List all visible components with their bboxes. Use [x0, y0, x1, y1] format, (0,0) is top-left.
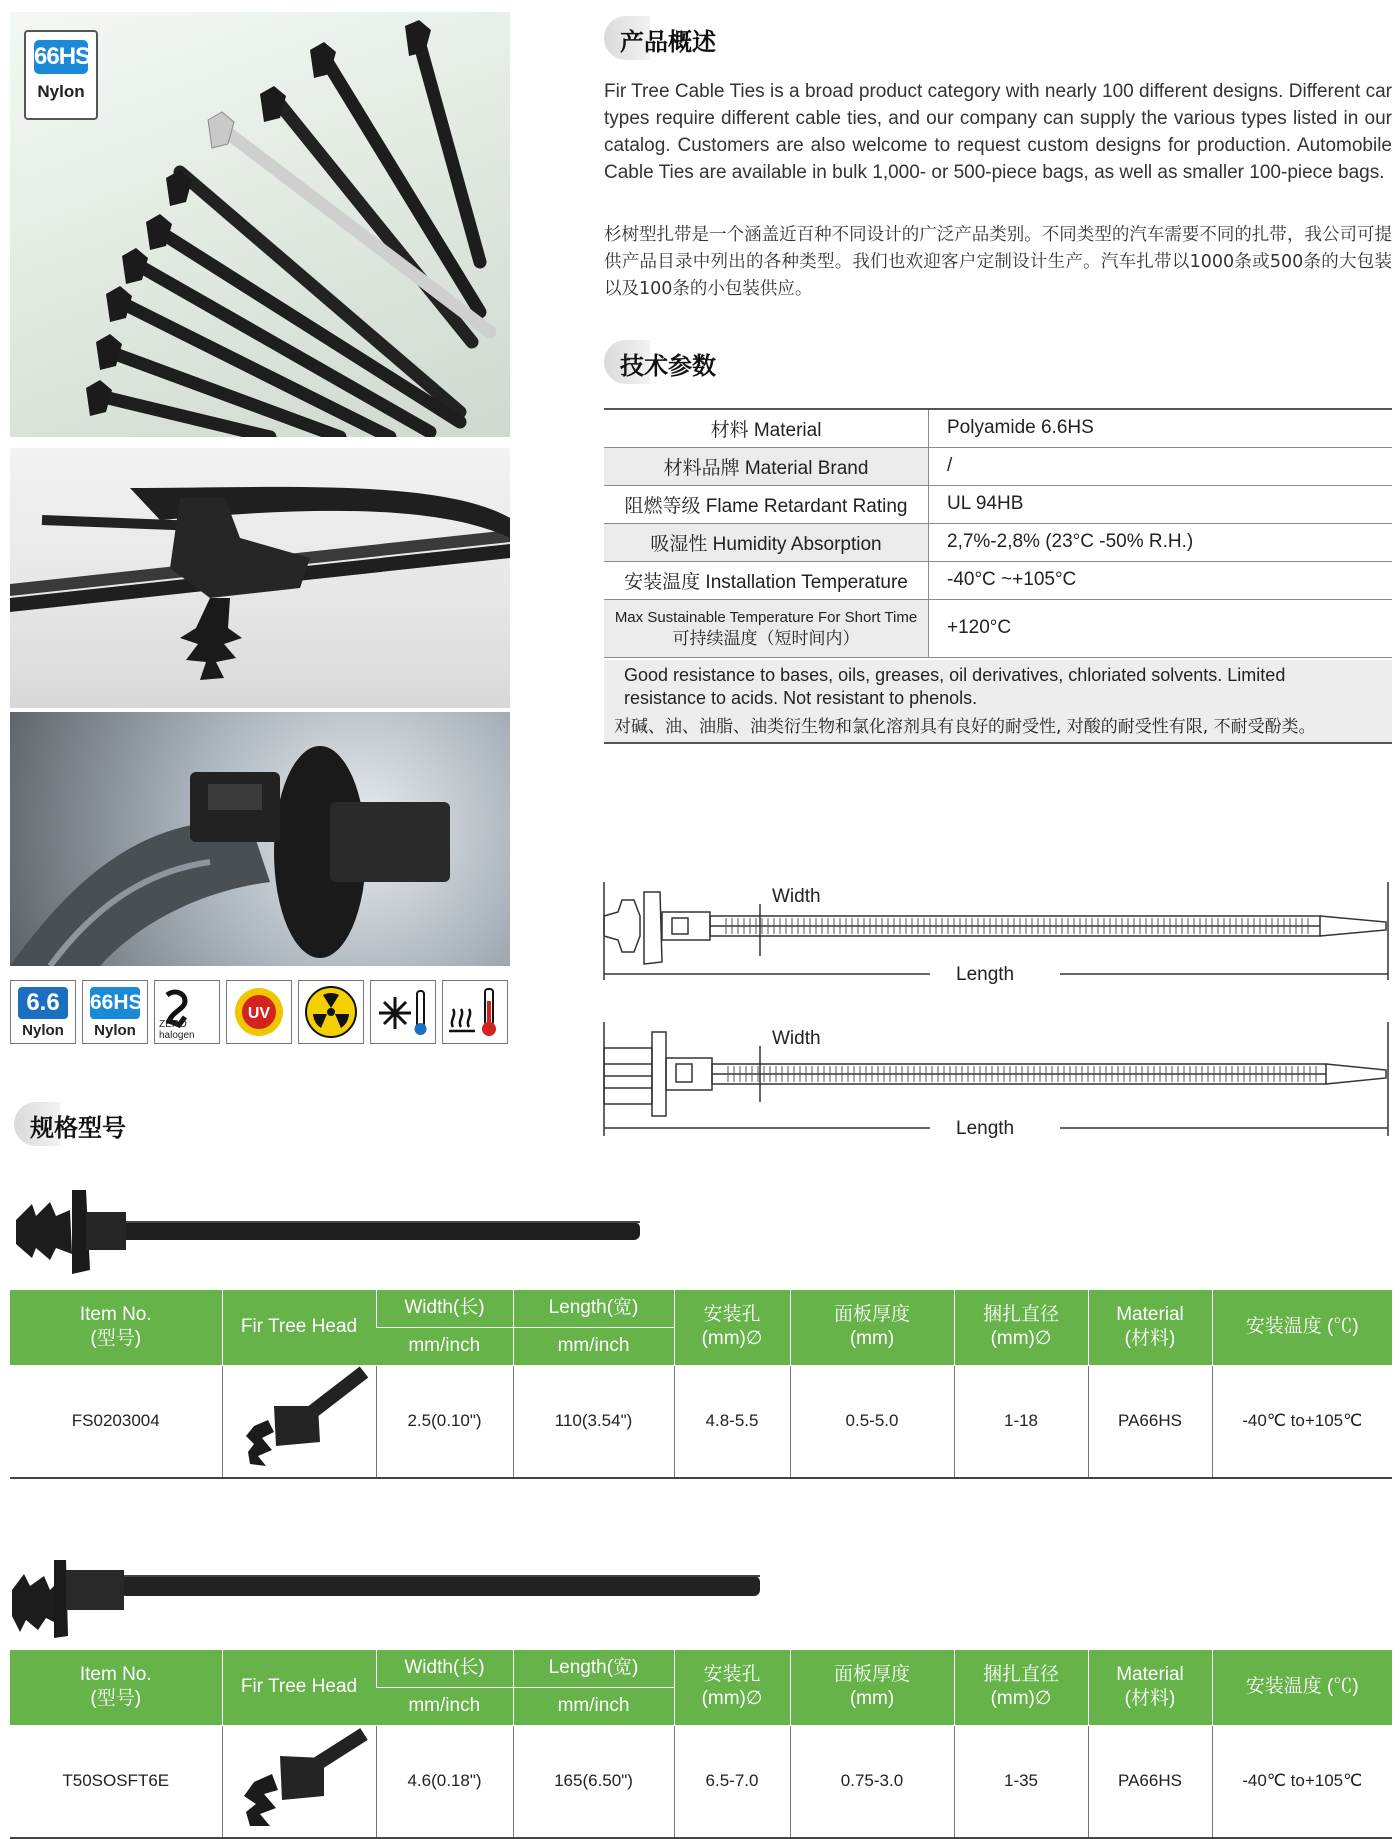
radiation-resistant-icon	[298, 980, 364, 1044]
temp-value: -40℃ to+105℃	[1212, 1725, 1392, 1838]
note-cn: 对碱、油、油脂、油类衍生物和氯化溶剂具有良好的耐受性, 对酸的耐受性有限, 不耐受酚类。	[614, 717, 1316, 737]
col-temp: 安装温度 (℃)	[1212, 1290, 1392, 1365]
short-temp-label-en: Max Sustainable Temperature For Short Time	[614, 609, 918, 626]
spec-label: 安装温度 Installation Temperature	[604, 561, 929, 599]
panel-value: 0.75-3.0	[790, 1725, 954, 1838]
tie-side-view	[10, 1170, 660, 1290]
spec-model-title: 规格型号	[30, 1114, 126, 1142]
note-en: Good resistance to bases, oils, greases, oil derivatives, chloriated solvents. Limited resistance to acids. Not resistant to phenols.	[624, 665, 1286, 708]
hole-value: 6.5-7.0	[674, 1725, 790, 1838]
col-bundle-cn: 捆扎直径	[982, 1304, 1059, 1326]
col-length: Length(宽)	[513, 1290, 674, 1327]
chemical-resistance-note	[604, 660, 1392, 744]
tie-side-view	[10, 1540, 770, 1650]
spec-row	[604, 409, 1392, 447]
product-table-2	[10, 1650, 1392, 1839]
short-temp-label-cn: 可持续温度（短时间内）	[672, 629, 860, 648]
col-head: Fir Tree Head	[222, 1290, 376, 1365]
col-length-unit: mm/inch	[513, 1687, 674, 1725]
table-header-row	[10, 1290, 1392, 1327]
col-item-no-cn: (型号)	[90, 1688, 142, 1710]
col-bundle-unit: (mm)∅	[990, 1328, 1052, 1350]
halogen-caption: ZERO halogen	[159, 1019, 195, 1041]
product-2-side-image	[10, 1540, 770, 1650]
head-image-cell	[222, 1365, 376, 1478]
bundle-value: 1-35	[954, 1725, 1088, 1838]
col-panel-unit: (mm)	[849, 1688, 895, 1710]
tech-title: 技术参数	[620, 352, 716, 380]
panel-value: 0.5-5.0	[790, 1365, 954, 1478]
col-panel-unit: (mm)	[849, 1328, 895, 1350]
overview-text-en: Fir Tree Cable Ties is a broad product category with nearly 100 different designs. Different car types require different cable ties, and our company can supply the various types listed in our catalog. Customers are also welcome to request custom designs for production. Automobile Cable Ties are available in bulk 1,000- or 500-piece bags, as well as smaller 100-piece bags.	[604, 81, 1392, 183]
col-width-unit: mm/inch	[376, 1687, 513, 1725]
spec-value: UL 94HB	[929, 485, 1393, 523]
table-row	[10, 1725, 1392, 1838]
spec-value: 2,7%-2,8% (23°C -50% R.H.)	[929, 523, 1393, 561]
product-photo-assortment	[10, 12, 510, 437]
halogen-free-icon	[154, 980, 220, 1044]
col-item-no-en: Item No.	[79, 1664, 152, 1686]
width-label: Width	[772, 1028, 821, 1049]
product-table-1	[10, 1290, 1392, 1479]
col-material-cn: (材料)	[1124, 1688, 1176, 1710]
spec-label: 材料品牌 Material Brand	[604, 447, 929, 485]
spec-row	[604, 599, 1392, 657]
col-item-no	[10, 1650, 222, 1725]
col-width: Width(长)	[376, 1650, 513, 1687]
pa66-label: 6.6	[18, 987, 68, 1019]
col-panel-cn: 面板厚度	[833, 1304, 910, 1326]
col-bundle	[954, 1650, 1088, 1725]
col-panel-cn: 面板厚度	[833, 1664, 910, 1686]
col-material	[1088, 1650, 1212, 1725]
spec-row	[604, 561, 1392, 599]
spec-label: 吸湿性 Humidity Absorption	[604, 523, 929, 561]
col-material-en: Material	[1116, 1304, 1184, 1326]
width-label: Width	[772, 886, 821, 907]
fir-tree-head-image	[224, 1366, 374, 1472]
uv-resistant-icon	[226, 980, 292, 1044]
spec-row	[604, 523, 1392, 561]
product-photo-installed	[10, 448, 510, 708]
col-bundle	[954, 1290, 1088, 1365]
pa66-icon	[10, 980, 76, 1044]
product-photo-application	[10, 712, 510, 966]
pa66hs-icon	[82, 980, 148, 1044]
col-material-cn: (材料)	[1124, 1328, 1176, 1350]
dimension-drawing-1	[600, 872, 1392, 1002]
spec-value: +120°C	[929, 599, 1393, 657]
col-item-no-cn: (型号)	[90, 1328, 142, 1350]
heat-resistant-icon	[442, 980, 508, 1044]
length-value: 165(6.50")	[513, 1725, 674, 1838]
spec-row	[604, 447, 1392, 485]
width-value: 2.5(0.10")	[376, 1365, 513, 1478]
head-image-cell	[222, 1725, 376, 1838]
col-hole-unit: (mm)∅	[701, 1328, 763, 1350]
col-item-no	[10, 1290, 222, 1365]
item-no: T50SOSFT6E	[10, 1725, 222, 1838]
spec-value: /	[929, 447, 1393, 485]
col-hole-cn: 安装孔	[703, 1664, 761, 1686]
col-bundle-cn: 捆扎直径	[982, 1664, 1059, 1686]
spec-value: -40°C ~+105°C	[929, 561, 1393, 599]
col-bundle-unit: (mm)∅	[990, 1688, 1052, 1710]
pa66-caption: Nylon	[22, 1022, 64, 1039]
col-length-unit: mm/inch	[513, 1327, 674, 1365]
fir-tree-head-image	[224, 1726, 374, 1832]
product-1-side-image	[10, 1170, 660, 1290]
width-value: 4.6(0.18")	[376, 1725, 513, 1838]
tech-specs-table	[604, 408, 1392, 658]
col-length: Length(宽)	[513, 1650, 674, 1687]
dimension-drawing-2	[600, 1012, 1392, 1142]
pa66hs-caption: Nylon	[94, 1022, 136, 1039]
col-panel	[790, 1650, 954, 1725]
length-label: Length	[956, 1118, 1015, 1139]
material-value: PA66HS	[1088, 1725, 1212, 1838]
overview-text-cn: 杉树型扎带是一个涵盖近百种不同设计的广泛产品类别。不同类型的汽车需要不同的扎带，我公司可提供产品目录中列出的各种类型。我们也欢迎客户定制设计生产。汽车扎带以1000条或500条的大包装以及100条的小包装供应。	[604, 225, 1392, 299]
col-head: Fir Tree Head	[222, 1650, 376, 1725]
length-value: 110(3.54")	[513, 1365, 674, 1478]
spec-label: 材料 Material	[604, 409, 929, 447]
table-header-row	[10, 1650, 1392, 1687]
cold-resistant-icon	[370, 980, 436, 1044]
material-value: PA66HS	[1088, 1365, 1212, 1478]
temp-value: -40℃ to+105℃	[1212, 1365, 1392, 1478]
badge-code: 66HS	[34, 40, 88, 74]
pa66hs-label: 66HS	[90, 987, 140, 1019]
fir-tree-tie-mounted-image	[10, 448, 510, 708]
item-no: FS0203004	[10, 1365, 222, 1478]
spec-row	[604, 485, 1392, 523]
col-hole	[674, 1650, 790, 1725]
spec-label: 阻燃等级 Flame Retardant Rating	[604, 485, 929, 523]
col-item-no-en: Item No.	[79, 1304, 152, 1326]
col-hole-unit: (mm)∅	[701, 1688, 763, 1710]
col-panel	[790, 1290, 954, 1365]
hole-value: 4.8-5.5	[674, 1365, 790, 1478]
col-material-en: Material	[1116, 1664, 1184, 1686]
col-hole-cn: 安装孔	[703, 1304, 761, 1326]
col-width: Width(长)	[376, 1290, 513, 1327]
spec-value: Polyamide 6.6HS	[929, 409, 1393, 447]
col-material	[1088, 1290, 1212, 1365]
col-temp: 安装温度 (℃)	[1212, 1650, 1392, 1725]
col-hole	[674, 1290, 790, 1365]
length-label: Length	[956, 964, 1015, 985]
tie-on-hose-image	[10, 712, 510, 966]
badge-label: Nylon	[37, 82, 85, 101]
uv-label: UV	[247, 1005, 271, 1022]
col-width-unit: mm/inch	[376, 1327, 513, 1365]
feature-icons-row	[10, 980, 508, 1046]
overview-title: 产品概述	[620, 28, 716, 56]
bundle-value: 1-18	[954, 1365, 1088, 1478]
table-row	[10, 1365, 1392, 1478]
pa66hs-nylon-badge	[24, 30, 98, 120]
spec-label	[604, 599, 929, 657]
